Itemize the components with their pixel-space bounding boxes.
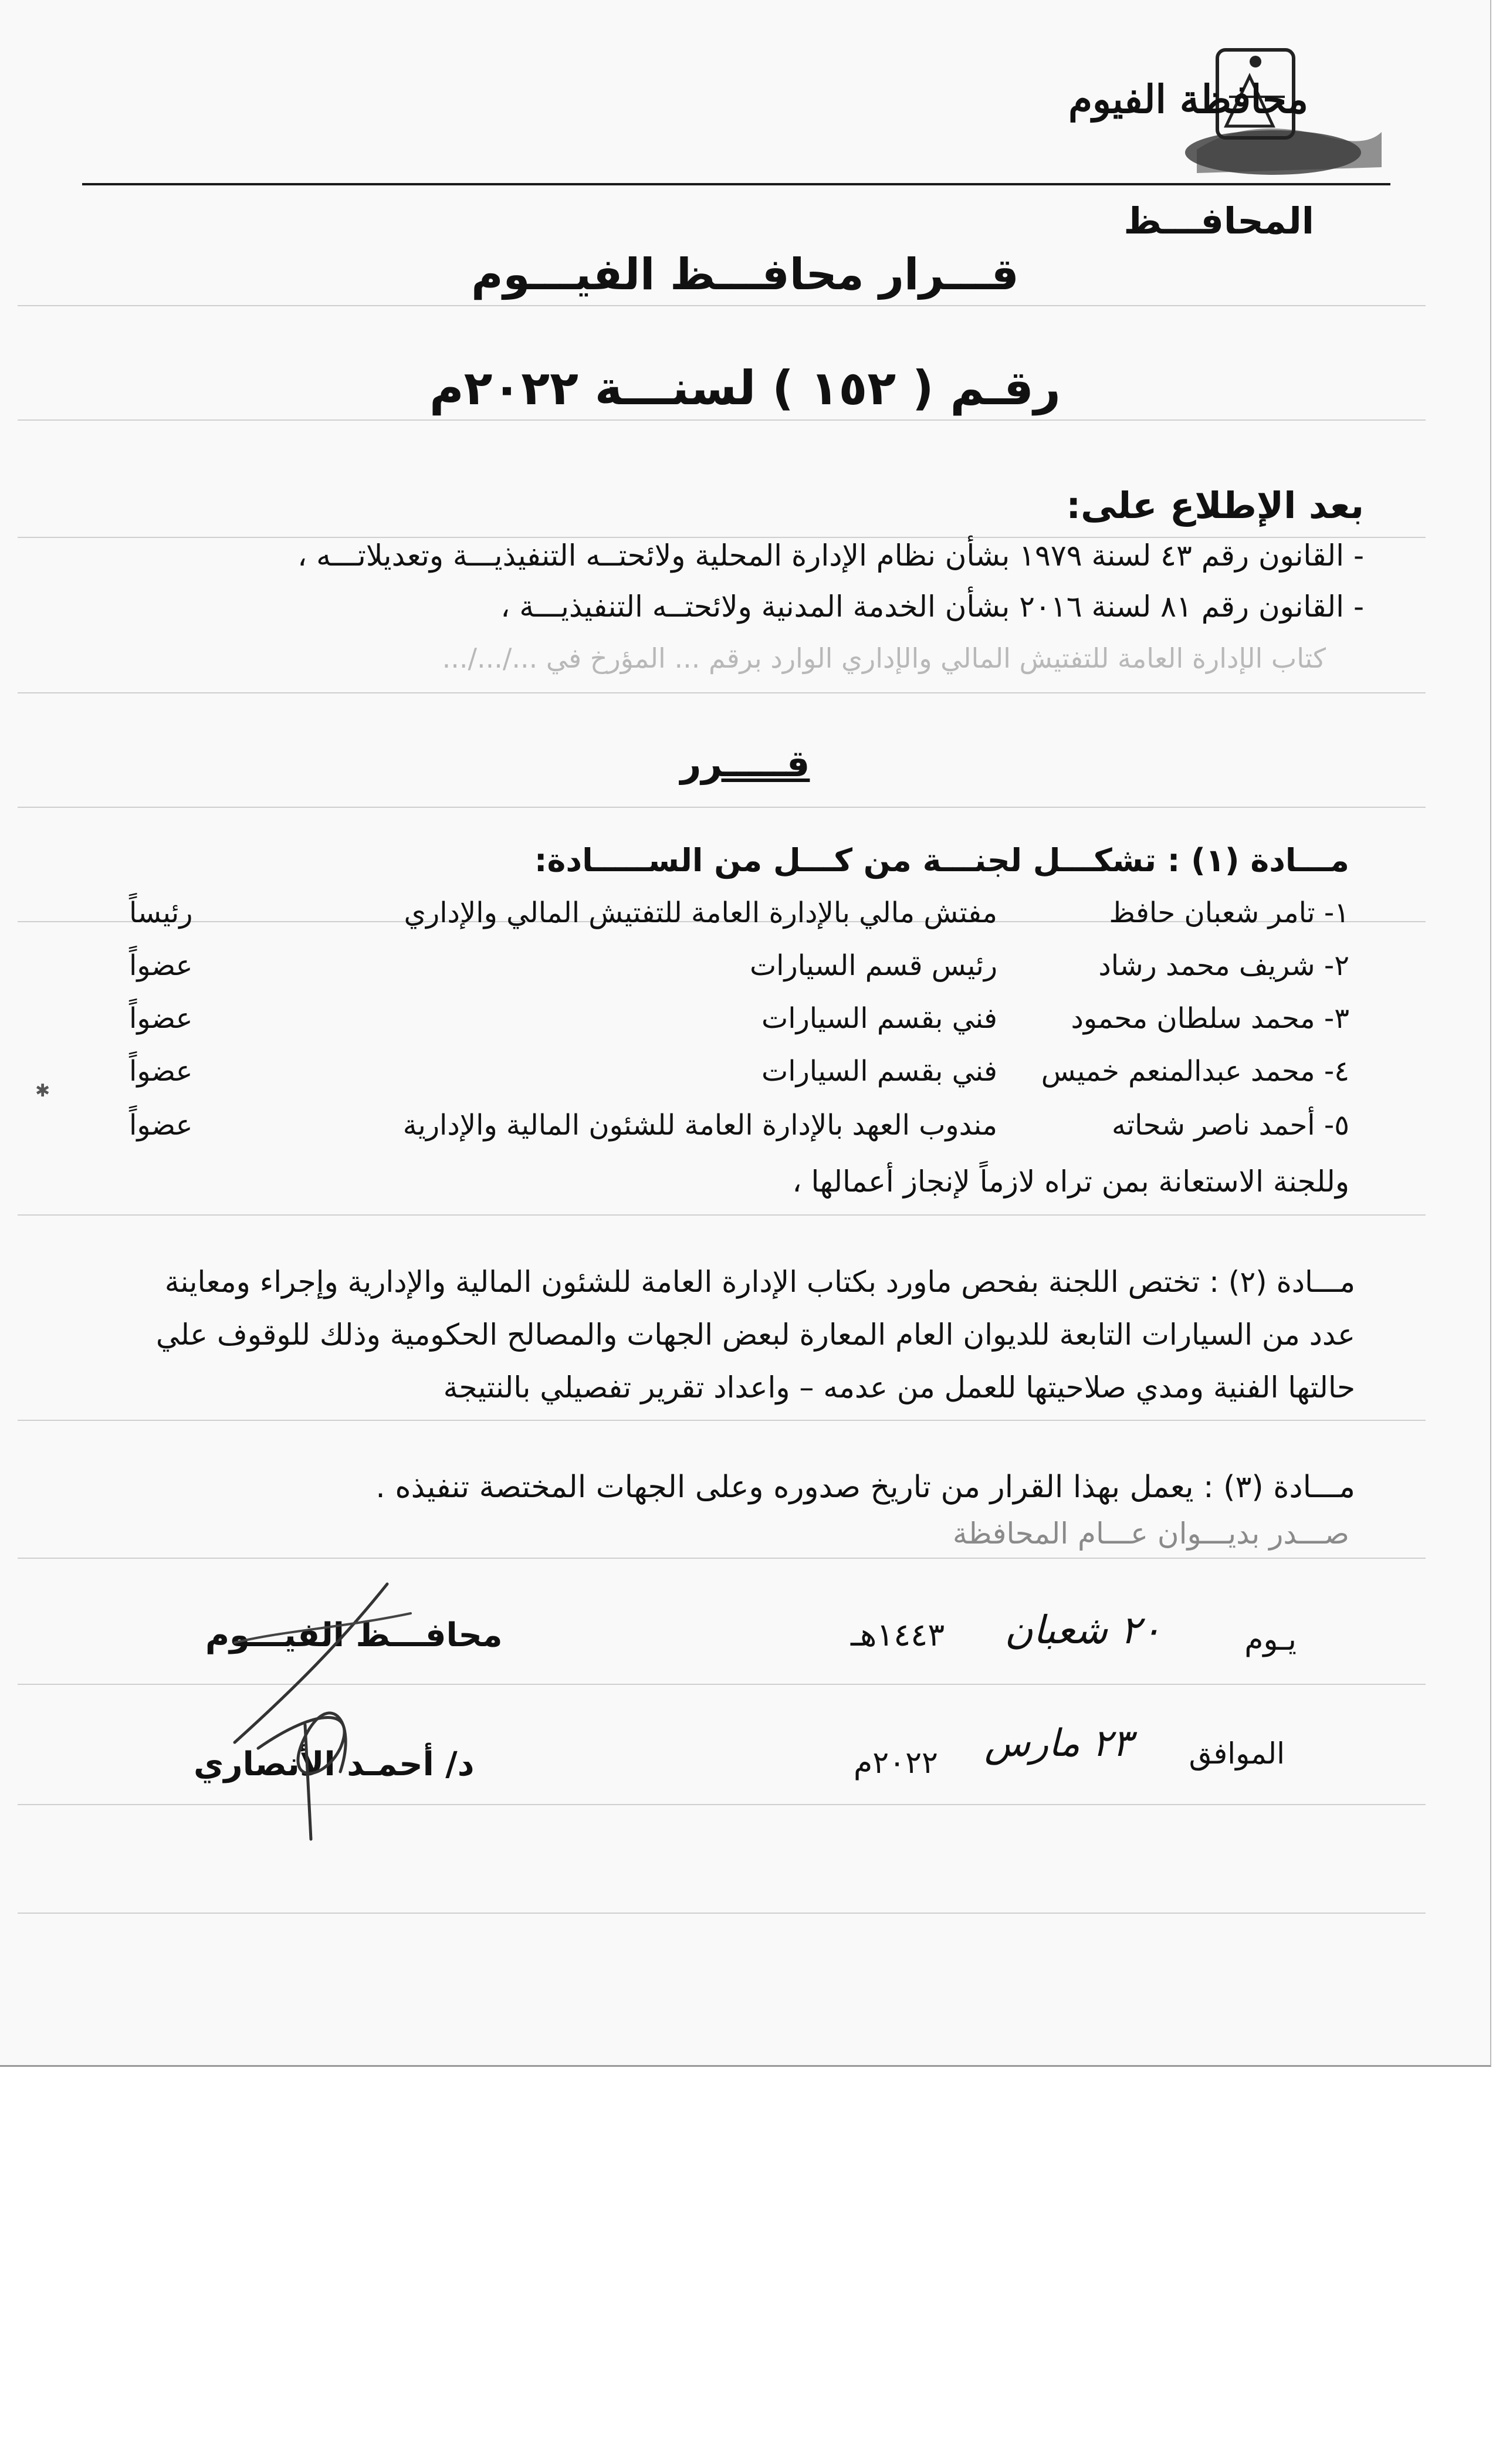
member-role: عضواً	[129, 949, 193, 982]
handwritten-signature	[164, 1572, 493, 1848]
gregorian-year: ٢٠٢٢م	[854, 1745, 938, 1781]
member-role: عضواً	[129, 1109, 193, 1142]
governorate-name: محافظة الفيوم	[1068, 76, 1308, 122]
header-divider	[82, 183, 1390, 185]
scan-speck: ✱	[35, 1081, 50, 1101]
article-2-text: مـــادة (٢) : تختص اللجنة بفحص ماورد بكتاب الإدارة العامة للشئون المالية والإدارية وإجراء ومعاينة عدد من السيارات التابعة للديوان العام المعارة لبعض الجهات والمصالح الحكومية وذلك للوقوف علي حالتها الفنية ومدي صلاحيتها للعمل من عدمه – واعداد تقرير تفصيلي بالنتيجة	[155, 1265, 1355, 1404]
member-name: ٢- شريف محمد رشاد	[1098, 949, 1349, 982]
ruled-line	[18, 305, 1426, 306]
signatory-title: محافـــظ الفيـــوم	[205, 1616, 503, 1654]
ruled-line	[18, 807, 1426, 808]
corresponding-label: الموافق	[1189, 1737, 1285, 1771]
decree-title: قـــرار محافـــظ الفيـــوم	[471, 249, 1019, 300]
ruled-line	[18, 1214, 1426, 1216]
preamble-heading: بعد الإطلاع على:	[1066, 484, 1364, 527]
article-3-text: مـــادة (٣) : يعمل بهذا القرار من تاريخ صدوره وعلى الجهات المختصة تنفيذه .	[375, 1470, 1355, 1505]
member-position: فني بقسم السيارات	[761, 1002, 997, 1035]
hijri-year: ١٤٤٣هـ	[851, 1616, 945, 1653]
article-1-heading: مـــادة (١) : تشكـــل لجنـــة من كـــل من الســـــادة:	[534, 842, 1349, 879]
member-position: فني بقسم السيارات	[761, 1055, 997, 1088]
member-name: ٣- محمد سلطان محمود	[1071, 1002, 1349, 1035]
signatory-name: د/ أحمـد الأنصاري	[194, 1745, 475, 1783]
member-role: عضواً	[129, 1055, 193, 1088]
member-name: ١- تامر شعبان حافظ	[1109, 896, 1349, 929]
faded-reference-line: كتاب الإدارة العامة للتفتيش المالي والإداري الوارد برقم ... المؤرخ في .../.../...	[442, 642, 1326, 674]
governor-label: المحافـــظ	[1123, 199, 1314, 242]
ruled-line	[18, 537, 1426, 538]
committee-note: وللجنة الاستعانة بمن تراه لازماً لإنجاز أعمالها ،	[792, 1165, 1349, 1199]
ruled-line	[18, 692, 1426, 693]
ruled-line	[18, 1558, 1426, 1559]
hijri-day-handwritten: ٢٠ شعبان	[1004, 1607, 1162, 1653]
law-reference: - القانون رقم ٨١ لسنة ٢٠١٦ بشأن الخدمة المدنية ولائحتــه التنفيذيـــة ،	[500, 590, 1364, 624]
member-position: مندوب العهد بالإدارة العامة للشئون المالية والإدارية	[402, 1109, 997, 1142]
member-position: رئيس قسم السيارات	[749, 949, 997, 982]
member-role: عضواً	[129, 1002, 193, 1035]
decree-number: رقـم ( ١٥٢ ) لسنـــة ٢٠٢٢م	[429, 361, 1061, 415]
member-name: ٥- أحمد ناصر شحاته	[1112, 1109, 1349, 1142]
decided-heading: قـــــرر	[680, 742, 810, 785]
ruled-line	[18, 1420, 1426, 1421]
law-reference: - القانون رقم ٤٣ لسنة ١٩٧٩ بشأن نظام الإدارة المحلية ولائحتــه التنفيذيـــة وتعديلاتـــه ،	[297, 539, 1364, 573]
ruled-line	[18, 1913, 1426, 1914]
member-position: مفتش مالي بالإدارة العامة للتفتيش المالي والإداري	[404, 896, 997, 929]
ruled-line	[18, 419, 1426, 421]
member-role: رئيساً	[129, 896, 193, 929]
issued-at-line: صـــدر بديـــوان عـــام المحافظة	[952, 1517, 1349, 1551]
gregorian-day-handwritten: ٢٣ مارس	[984, 1722, 1132, 1765]
day-label: يـوم	[1244, 1622, 1297, 1657]
member-name: ٤- محمد عبدالمنعم خميس	[1041, 1055, 1349, 1088]
